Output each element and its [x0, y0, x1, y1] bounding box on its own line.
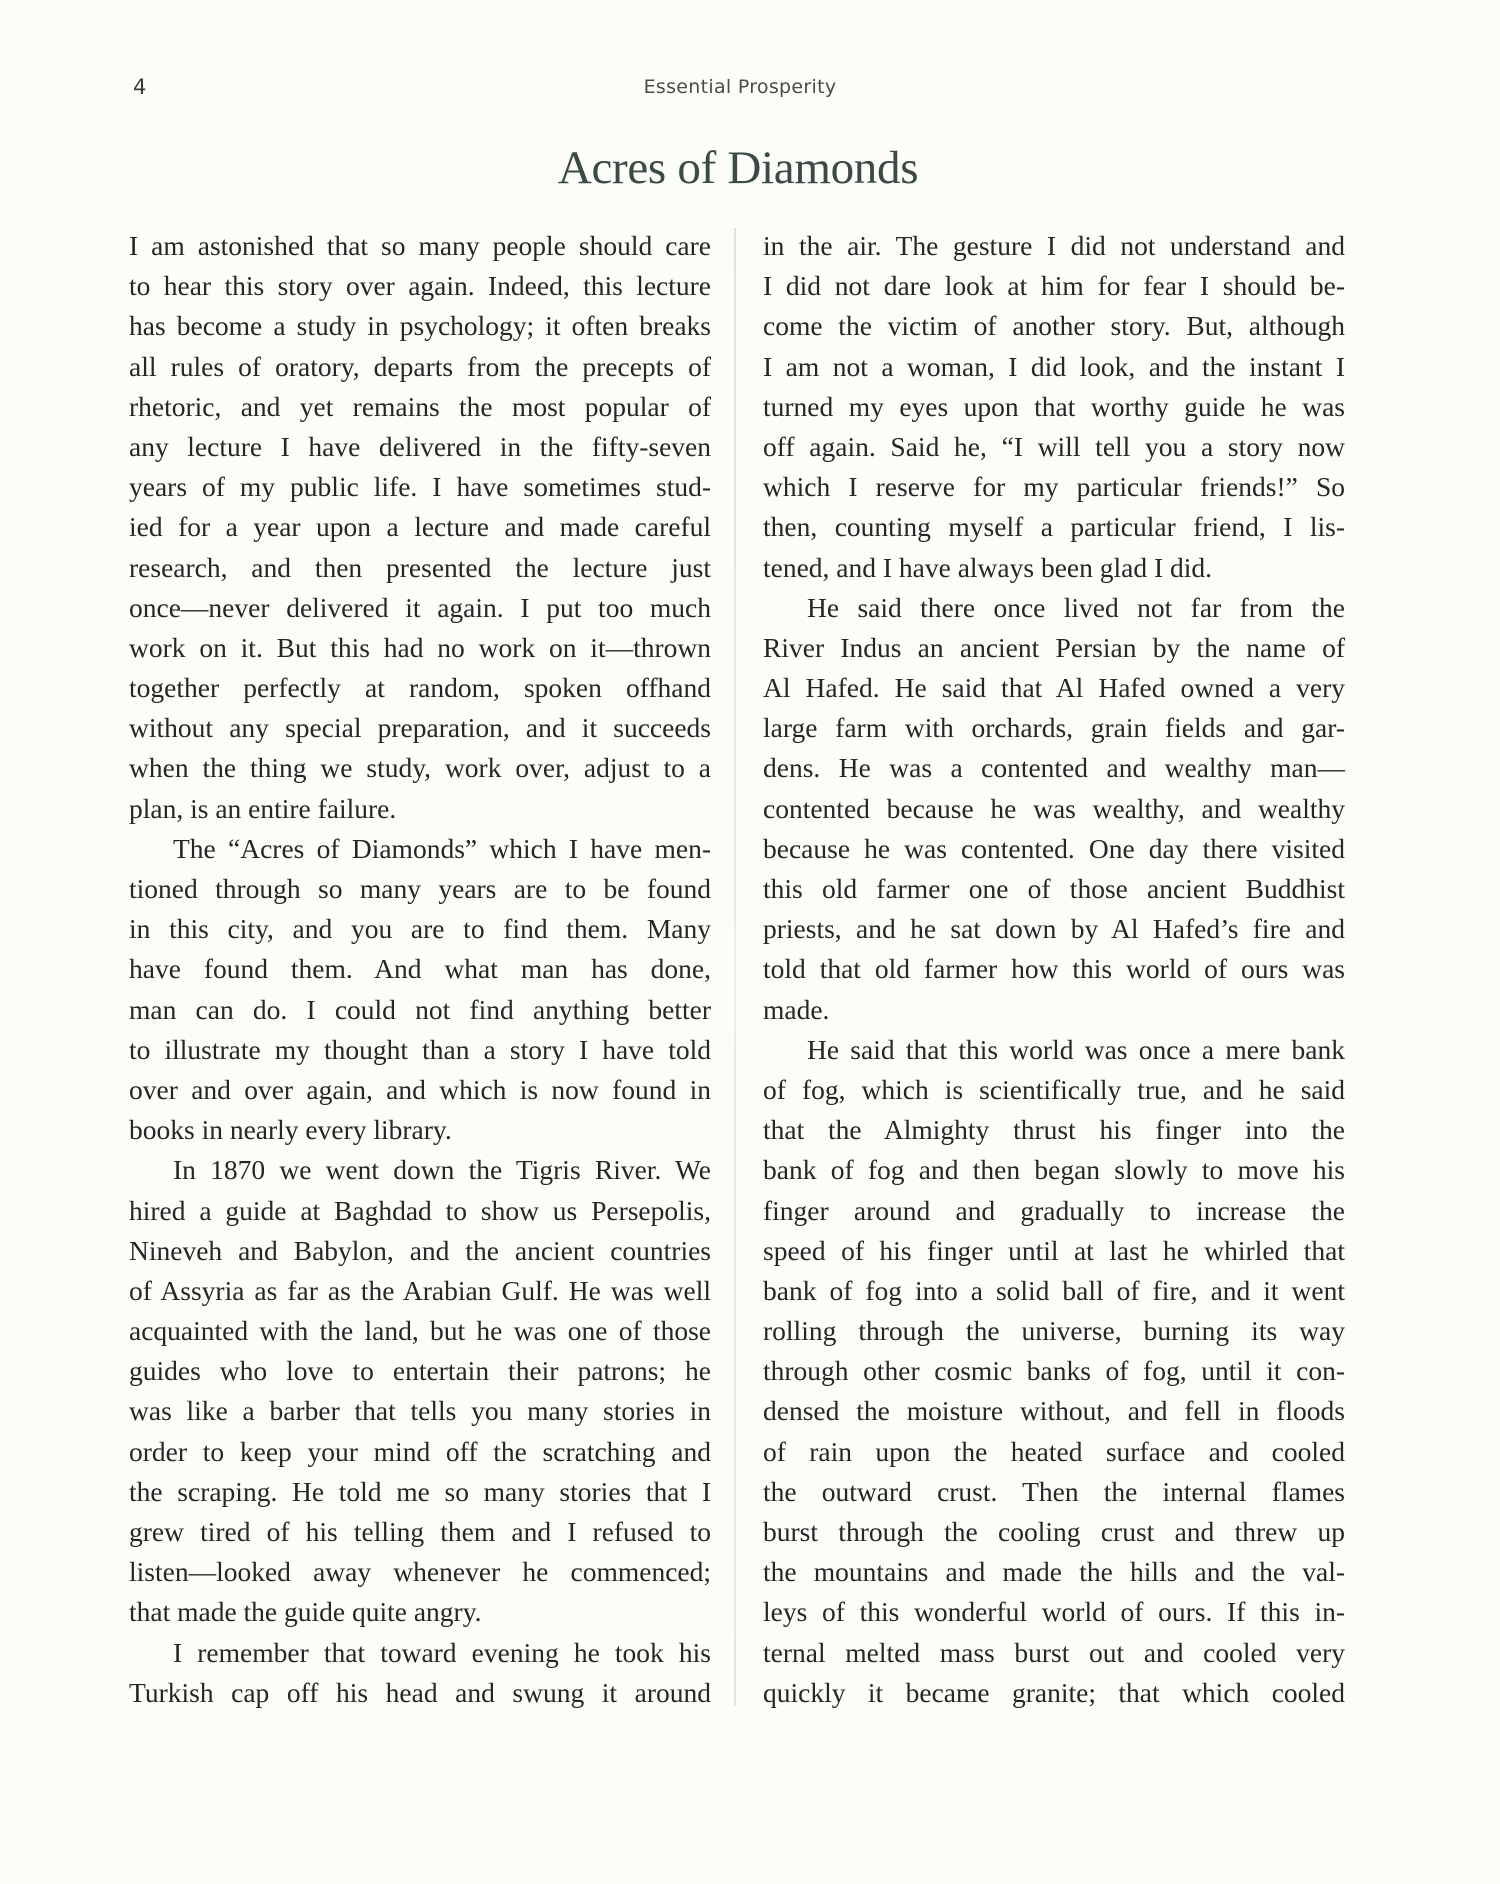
text-line: of fog, which is scientifically true, and he said	[763, 1073, 1345, 1105]
text-line: because he was contented. One day there visited	[763, 832, 1345, 864]
text-line: order to keep your mind off the scratching and	[129, 1435, 711, 1467]
text-line: ied for a year upon a lecture and made careful	[129, 511, 711, 543]
text-column-right	[763, 226, 1345, 1713]
text-line: of Assyria as far as the Arabian Gulf. He was well	[129, 1274, 711, 1306]
text-line: finger around and gradually to increase the	[763, 1194, 1345, 1226]
text-line: tened, and I have always been glad I did.	[763, 551, 1212, 583]
text-line: which I reserve for my particular friends!” So	[763, 471, 1345, 503]
text-line: I did not dare look at him for fear I should be-	[763, 270, 1345, 302]
text-line: contented because he was wealthy, and wealthy	[763, 792, 1345, 824]
text-line: bank of fog into a solid ball of fire, and it went	[763, 1274, 1345, 1306]
text-line: grew tired of his telling them and I refused to	[129, 1516, 711, 1547]
text-line: then, counting myself a particular friend, I lis-	[763, 511, 1345, 543]
text-line: once—never delivered it again. I put too much	[129, 591, 711, 623]
text-line: ternal melted mass burst out and cooled very	[763, 1636, 1345, 1668]
text-line: work on it. But this had no work on it—thrown	[129, 631, 711, 663]
text-line: Nineveh and Babylon, and the ancient countries	[129, 1234, 711, 1266]
text-line: man can do. I could not find anything better	[129, 993, 711, 1025]
text-line: of rain upon the heated surface and cooled	[763, 1435, 1345, 1467]
text-line: River Indus an ancient Persian by the name of	[763, 631, 1345, 663]
text-line: in this city, and you are to find them. Many	[129, 913, 711, 945]
column-divider	[734, 228, 736, 1706]
text-line: off again. Said he, “I will tell you a story now	[763, 430, 1345, 462]
text-line: Turkish cap off his head and swung it around	[129, 1676, 711, 1708]
text-line: large farm with orchards, grain fields and gar-	[763, 712, 1345, 744]
text-line: was like a barber that tells you many stories in	[129, 1395, 711, 1427]
text-line: hired a guide at Baghdad to show us Persepolis,	[129, 1194, 711, 1226]
text-line: rhetoric, and yet remains the most popular of	[129, 390, 711, 422]
text-line: in the air. The gesture I did not understand and	[763, 230, 1345, 261]
text-line: the outward crust. Then the internal flames	[763, 1475, 1345, 1507]
text-line: I am not a woman, I did look, and the instant I	[763, 350, 1345, 382]
text-line: the mountains and made the hills and the val-	[763, 1556, 1345, 1588]
page-number: 4	[133, 75, 147, 99]
text-line: quickly it became granite; that which cooled	[763, 1676, 1345, 1708]
text-line: made.	[763, 993, 830, 1025]
paragraph-first-line: I remember that toward evening he took his	[173, 1636, 711, 1668]
text-line: to hear this story over again. Indeed, this lecture	[129, 270, 711, 302]
text-line: Al Hafed. He said that Al Hafed owned a very	[763, 672, 1345, 704]
text-line: together perfectly at random, spoken offhand	[129, 672, 711, 704]
text-line: tioned through so many years are to be found	[129, 873, 711, 904]
text-line: densed the moisture without, and fell in floods	[763, 1395, 1345, 1427]
text-line: dens. He was a contented and wealthy man—	[763, 752, 1345, 784]
text-line: to illustrate my thought than a story I have told	[129, 1033, 711, 1065]
text-column-left	[129, 226, 711, 1713]
paragraph-first-line: He said that this world was once a mere bank	[807, 1033, 1345, 1065]
text-line: research, and then presented the lecture just	[129, 551, 711, 583]
text-line: bank of fog and then began slowly to move his	[763, 1154, 1345, 1186]
text-line: rolling through the universe, burning its way	[763, 1315, 1345, 1347]
text-line: listen—looked away whenever he commenced;	[129, 1556, 711, 1588]
text-line: the scraping. He told me so many stories that I	[129, 1475, 711, 1507]
text-line: books in nearly every library.	[129, 1114, 452, 1146]
text-line: burst through the cooling crust and threw up	[763, 1516, 1345, 1547]
text-line: over and over again, and which is now found in	[129, 1073, 711, 1105]
text-line: priests, and he sat down by Al Hafed’s fire and	[763, 913, 1345, 945]
chapter-title: Acres of Diamonds	[557, 142, 919, 194]
text-line: all rules of oratory, departs from the precepts of	[129, 350, 711, 382]
text-line: that the Almighty thrust his finger into the	[763, 1114, 1345, 1146]
paragraph-first-line: In 1870 we went down the Tigris River. We	[173, 1154, 711, 1186]
text-line: turned my eyes upon that worthy guide he was	[763, 390, 1345, 422]
text-line: speed of his finger until at last he whirled that	[763, 1234, 1345, 1266]
text-line: has become a study in psychology; it often breaks	[129, 310, 711, 342]
text-line: that made the guide quite angry.	[129, 1596, 482, 1628]
text-line: plan, is an entire failure.	[129, 792, 397, 824]
running-head: Essential Prosperity	[643, 76, 837, 98]
text-line: when the thing we study, work over, adjust to a	[129, 752, 711, 784]
paragraph-first-line: He said there once lived not far from the	[807, 591, 1345, 623]
text-line: through other cosmic banks of fog, until it con-	[763, 1355, 1345, 1387]
text-line: come the victim of another story. But, although	[763, 310, 1345, 342]
text-line: have found them. And what man has done,	[129, 953, 711, 985]
text-line: told that old farmer how this world of ours was	[763, 953, 1345, 985]
text-line: without any special preparation, and it succeeds	[129, 712, 711, 744]
text-line: years of my public life. I have sometimes stud-	[129, 471, 711, 503]
text-line: this old farmer one of those ancient Buddhist	[763, 873, 1345, 904]
text-line: I am astonished that so many people should care	[129, 230, 711, 261]
paragraph-first-line: The “Acres of Diamonds” which I have men-	[173, 832, 711, 864]
text-line: any lecture I have delivered in the fifty-seven	[129, 430, 711, 462]
text-line: guides who love to entertain their patrons; he	[129, 1355, 711, 1387]
text-line: leys of this wonderful world of ours. If this in-	[763, 1596, 1345, 1628]
text-line: acquainted with the land, but he was one of those	[129, 1315, 711, 1347]
